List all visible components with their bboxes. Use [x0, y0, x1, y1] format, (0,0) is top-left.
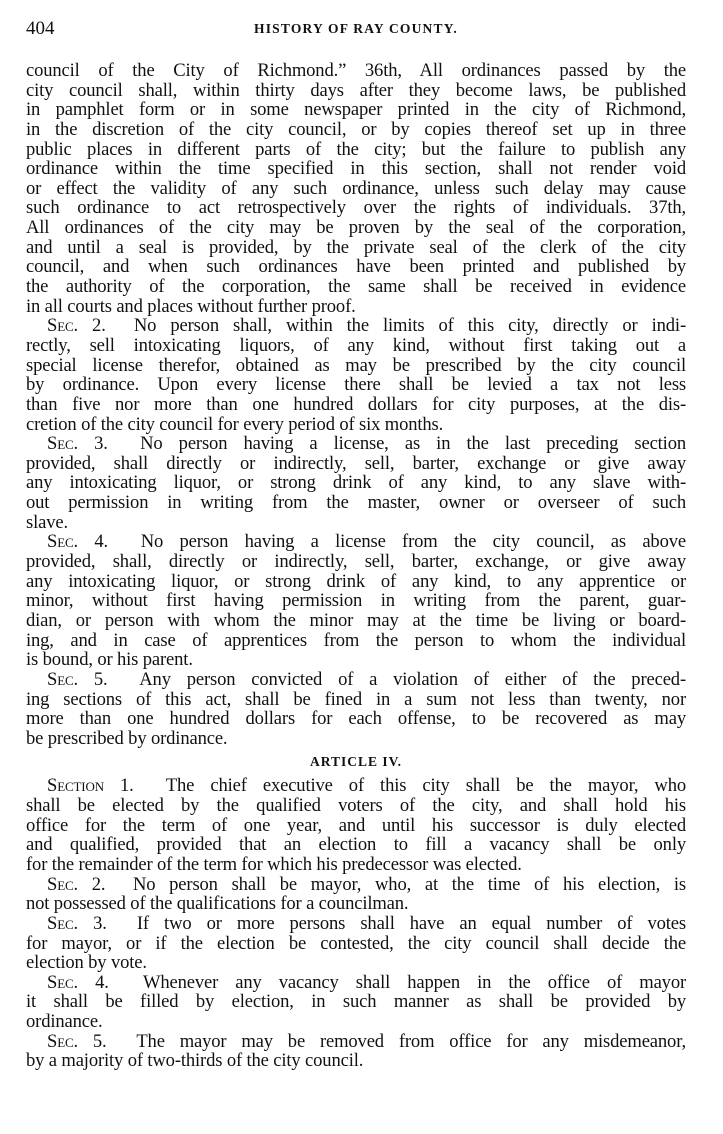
- section-label: Sec. 4.: [47, 971, 109, 993]
- article-heading: ARTICLE IV.: [309, 754, 403, 770]
- article-section-1: [26, 776, 686, 874]
- text-line: ordinance within the time specified in this section, shall not render void: [26, 158, 686, 180]
- section-5-penalty: [26, 670, 686, 749]
- section-first-line: [26, 973, 686, 993]
- section-first-text: If two or more persons shall have an equal number of votes: [136, 912, 687, 934]
- section-first-line: [26, 316, 686, 336]
- article-section-3: [26, 914, 686, 973]
- text-line: for the remainder of the term for which his predecessor was elected.: [26, 853, 522, 875]
- text-line: provided, shall directly or indirectly, sell, barter, exchange or give away: [26, 452, 686, 474]
- text-line: council of the City of Richmond.” 36th, All ordinances passed by the: [26, 60, 686, 81]
- text-line: provided, shall, directly or indirectly, sell, barter, exchange, or give away: [26, 551, 686, 573]
- text-line: for mayor, or if the election be contested, the city council shall decide the: [26, 932, 686, 954]
- running-title: HISTORY OF RAY COUNTY.: [254, 21, 458, 36]
- text-line: public places in different parts of the city; but the failure to publish any: [26, 138, 686, 160]
- section-first-text: No person having a license, as in the last preceding section: [140, 433, 686, 455]
- section-label: Sec. 2.: [47, 873, 106, 895]
- article-section-5: [26, 1032, 686, 1071]
- paragraph-continuation: [26, 61, 686, 316]
- section-4-minor-sale: [26, 532, 686, 669]
- section-3-slave-sale: [26, 434, 686, 532]
- text-line: not possessed of the qualifications for a councilman.: [26, 893, 409, 915]
- text-line: or effect the validity of any such ordinance, unless such delay may cause: [26, 177, 686, 199]
- section-label: Sec. 5.: [47, 1030, 107, 1052]
- text-line: office for the term of one year, and until his successor is duly elected: [26, 814, 686, 836]
- text-line: slave.: [26, 511, 68, 533]
- text-line: any intoxicating liquor, or strong drink of any kind, to any apprentice or: [26, 570, 686, 592]
- section-label: Sec. 3.: [47, 433, 108, 455]
- text-line: election by vote.: [26, 952, 147, 974]
- section-label: Sec. 4.: [47, 531, 109, 553]
- section-first-line: [26, 532, 686, 552]
- text-line: in the discretion of the city council, or by copies thereof set up in three: [26, 118, 686, 140]
- text-line: and qualified, provided that an election to fill a vacancy shall be only: [26, 834, 686, 856]
- section-first-line: [26, 875, 686, 895]
- text-line: shall be elected by the qualified voters of the city, and shall hold his: [26, 795, 686, 817]
- text-line: the authority of the corporation, the same shall be received in evidence: [26, 276, 686, 298]
- section-first-text: No person shall be mayor, who, at the time of his election, is: [132, 873, 686, 895]
- section-label: Sec. 2.: [47, 315, 106, 337]
- text-line: by ordinance. Upon every license there shall be levied a tax not less: [26, 374, 686, 396]
- text-line: All ordinances of the city may be proven by the seal of the corporation,: [26, 217, 686, 239]
- text-line: such ordinance to act retrospectively over the rights of individuals. 37th,: [26, 197, 686, 219]
- article-section-2: [26, 875, 686, 914]
- section-first-text: The chief executive of this city shall be the mayor, who: [165, 775, 687, 797]
- section-first-line: [26, 434, 686, 454]
- text-line: it shall be filled by election, in such manner as shall be provided by: [26, 991, 686, 1013]
- text-line: out permission in writing from the master, owner or overseer of such: [26, 492, 686, 514]
- text-line: and until a seal is provided, by the private seal of the clerk of the city: [26, 236, 686, 258]
- section-first-text: Whenever any vacancy shall happen in the office of mayor: [142, 971, 687, 993]
- text-line: than five nor more than one hundred dollars for city purposes, at the dis-: [26, 393, 686, 415]
- section-first-text: The mayor may be removed from office for any misdemeanor,: [136, 1030, 686, 1052]
- text-line: ing, and in case of apprentices from the person to whom the individual: [26, 629, 686, 651]
- section-first-text: Any person convicted of a violation of either of the preced-: [139, 668, 686, 690]
- text-line: special license therefor, obtained as may be prescribed by the city council: [26, 354, 686, 376]
- text-line: rectly, sell intoxicating liquors, of any kind, without first taking out a: [26, 334, 686, 356]
- text-line: ing sections of this act, shall be fined in a sum not less than twenty, nor: [26, 688, 686, 710]
- section-label: Sec. 3.: [47, 912, 107, 934]
- section-label: Section 1.: [47, 775, 134, 797]
- text-line: ordinance.: [26, 1011, 103, 1033]
- page-body: [26, 61, 686, 1071]
- section-first-line: [26, 776, 686, 796]
- page-number: 404: [26, 18, 55, 39]
- text-line: in all courts and places without further proof.: [26, 295, 356, 317]
- text-line: minor, without first having permission in writing from the parent, guar-: [26, 590, 686, 612]
- text-line: more than one hundred dollars for each offense, to be recovered as may: [26, 708, 686, 730]
- text-line: by a majority of two-thirds of the city council.: [26, 1050, 364, 1072]
- text-line: cretion of the city council for every period of six months.: [26, 413, 444, 435]
- article-section-4: [26, 973, 686, 1032]
- section-first-line: [26, 1032, 686, 1052]
- page-header: [26, 18, 686, 42]
- text-line: any intoxicating liquor, or strong drink of any kind, to any slave with-: [26, 472, 686, 494]
- text-line: dian, or person with whom the minor may at the time be living or board-: [26, 609, 686, 631]
- section-first-line: [26, 670, 686, 690]
- text-line: is bound, or his parent.: [26, 649, 193, 671]
- section-first-text: No person shall, within the limits of this city, directly or indi-: [133, 315, 686, 337]
- text-line: council, and when such ordinances have been printed and published by: [26, 256, 686, 278]
- section-first-line: [26, 914, 686, 934]
- section-label: Sec. 5.: [47, 668, 108, 690]
- text-line: city council shall, within thirty days after they become laws, be published: [26, 79, 686, 101]
- section-2-liquor-license: [26, 316, 686, 434]
- section-first-text: No person having a license from the city council, as above: [140, 531, 686, 553]
- text-line: be prescribed by ordinance.: [26, 727, 228, 749]
- text-line: in pamphlet form or in some newspaper printed in the city of Richmond,: [26, 99, 686, 121]
